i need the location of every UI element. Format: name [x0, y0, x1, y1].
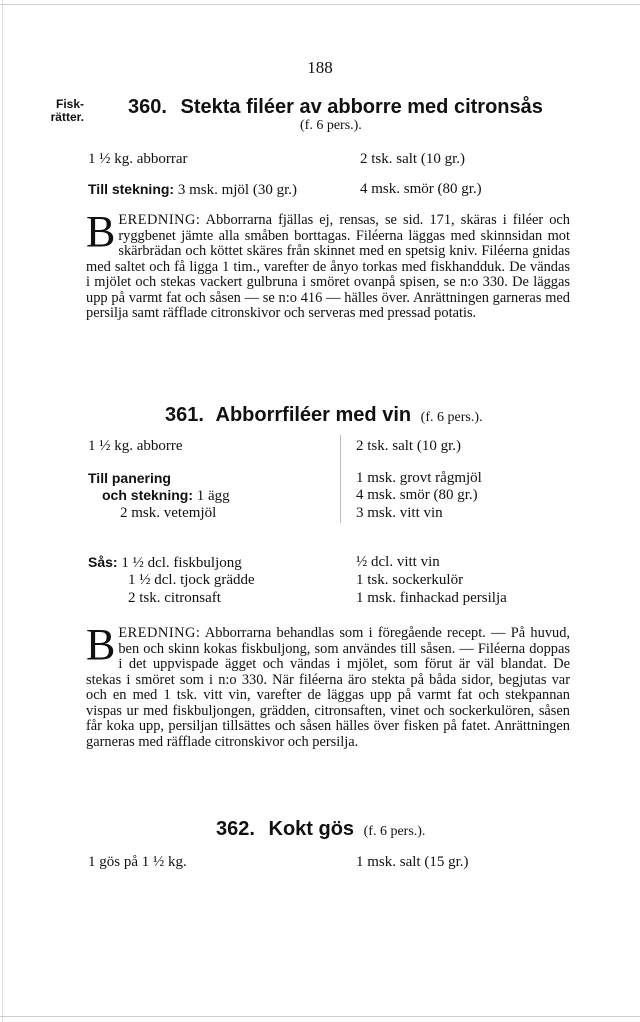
recipe-361-sas-right-3: 1 msk. finhackad persilja	[356, 590, 507, 606]
recipe-361-ingredient-left-1: 1 ½ kg. abborre	[88, 438, 183, 454]
recipe-360-method-text: Abborrarna fjällas ej, rensas, se sid. 171, skäras i filéer och ryggbenet jämte alla småben borttagas. Filéerna läggas med skinnsidan mot skärbrädan och köttet skäres från skinnet med en spetsig kniv. Filéerna gnidas med saltet och få ligga 1 tim., varefter de ånyo torkas med fiskhandduk. De vändas i mjölet och stekas vackert gulbruna i smöret ovanpå spisen, se n:o 330. De läggas upp på varmt fat och såsen — se n:o 416 — hälles över. Anrättningen garneras med persilja samt räfflade citronskivor och serveras med pressad potatis.	[86, 212, 570, 321]
recipe-361-number: 361.	[165, 404, 204, 426]
recipe-360-stekning-right: 4 msk. smör (80 gr.)	[360, 181, 482, 197]
recipe-361-method-text: Abborrarna behandlas som i föregående recept. — På huvud, ben och skinn kokas fiskbuljong, som användes till såsen. — Filéerna doppas i det uppvispade ägget och vändas i mjölet, som förut är väl blandat. De stekas i smöret som i n:o 330. När filéerna äro stekta på båda sidor, begjutas var och en med 1 tsk. vitt vin, varefter de läggas upp på varmt fat och stekpannan vispas ur med fiskbuljongen, grädden, citronsaften, vinet och sockerkulören, såsen får koka upp, persiljan tillsättes och såsen hälles över fisken på fatet. Anrättningen garneras med räfflade citronskivor och persilja.	[86, 625, 570, 750]
recipe-361-sas-right-2: 1 tsk. sockerkulör	[356, 572, 464, 588]
recipe-360-servings: (f. 6 pers.).	[300, 118, 362, 133]
page-top-edge	[0, 4, 640, 5]
recipe-361-method	[86, 620, 570, 750]
recipe-360-stekning-label: Till stekning:	[88, 181, 175, 197]
recipe-362-servings: (f. 6 pers.).	[363, 824, 426, 839]
recipe-362-ingredient-right-1: 1 msk. salt (15 gr.)	[356, 854, 469, 870]
recipe-361-heading	[165, 404, 482, 427]
recipe-361-panering-left-2: 2 msk. vetemjöl	[120, 505, 217, 521]
recipe-360-method-lead: EREDNING:	[118, 212, 201, 228]
recipe-360-dropcap: B	[86, 207, 116, 256]
margin-note-line-1: Fisk-	[55, 97, 84, 111]
recipe-361-sas-row-1	[88, 554, 242, 572]
recipe-362-ingredient-left-1: 1 gös på 1 ½ kg.	[88, 854, 187, 870]
recipe-361-method-lead: EREDNING:	[118, 625, 201, 641]
recipe-362-title: Kokt gös	[268, 818, 355, 840]
recipe-361-sas-right-1: ½ dcl. vitt vin	[356, 554, 440, 570]
recipe-361-sas-label: Sås:	[88, 554, 118, 570]
margin-note	[36, 98, 84, 124]
recipe-360-heading	[128, 96, 543, 119]
page-bottom-edge	[0, 1016, 640, 1017]
recipe-362-number: 362.	[216, 818, 255, 840]
recipe-360-ingredient-right-1: 2 tsk. salt (10 gr.)	[360, 151, 465, 167]
recipe-360-stekning-row	[88, 181, 297, 199]
recipe-361-panering-left-1: 1 ägg	[196, 488, 230, 504]
recipe-361-panering-row-1	[102, 487, 230, 505]
recipe-361-panering-right-2: 4 msk. smör (80 gr.)	[356, 487, 478, 503]
recipe-361-title: Abborrfiléer med vin	[215, 404, 412, 426]
recipe-361-panering-right-1: 1 msk. grovt rågmjöl	[356, 470, 482, 486]
page-number: 188	[307, 58, 333, 77]
recipe-361-ingredient-right-1: 2 tsk. salt (10 gr.)	[356, 438, 461, 454]
recipe-361-panering-label: Till panering	[88, 470, 171, 486]
recipe-360-method	[86, 207, 570, 322]
recipe-360-ingredient-left-1: 1 ½ kg. abborrar	[88, 151, 188, 167]
recipe-360-title: Stekta filéer av abborre med citronsås	[180, 96, 543, 118]
recipe-361-panering-right-3: 3 msk. vitt vin	[356, 505, 443, 521]
recipe-361-sas-left-3: 2 tsk. citronsaft	[128, 590, 221, 606]
recipe-360-stekning-left: 3 msk. mjöl (30 gr.)	[177, 182, 298, 198]
recipe-361-sas-left-2: 1 ½ dcl. tjock grädde	[128, 572, 255, 588]
recipe-362-heading	[216, 818, 425, 841]
recipe-361-panering-label-2: och stekning:	[102, 487, 194, 503]
column-divider	[340, 435, 341, 523]
recipe-361-sas-left-1: 1 ½ dcl. fiskbuljong	[121, 555, 242, 571]
recipe-361-servings: (f. 6 pers.).	[420, 410, 483, 425]
margin-note-line-2: rätter.	[50, 110, 84, 124]
page-left-edge	[2, 0, 3, 1022]
recipe-360-number: 360.	[128, 96, 167, 118]
recipe-361-dropcap: B	[86, 620, 116, 669]
